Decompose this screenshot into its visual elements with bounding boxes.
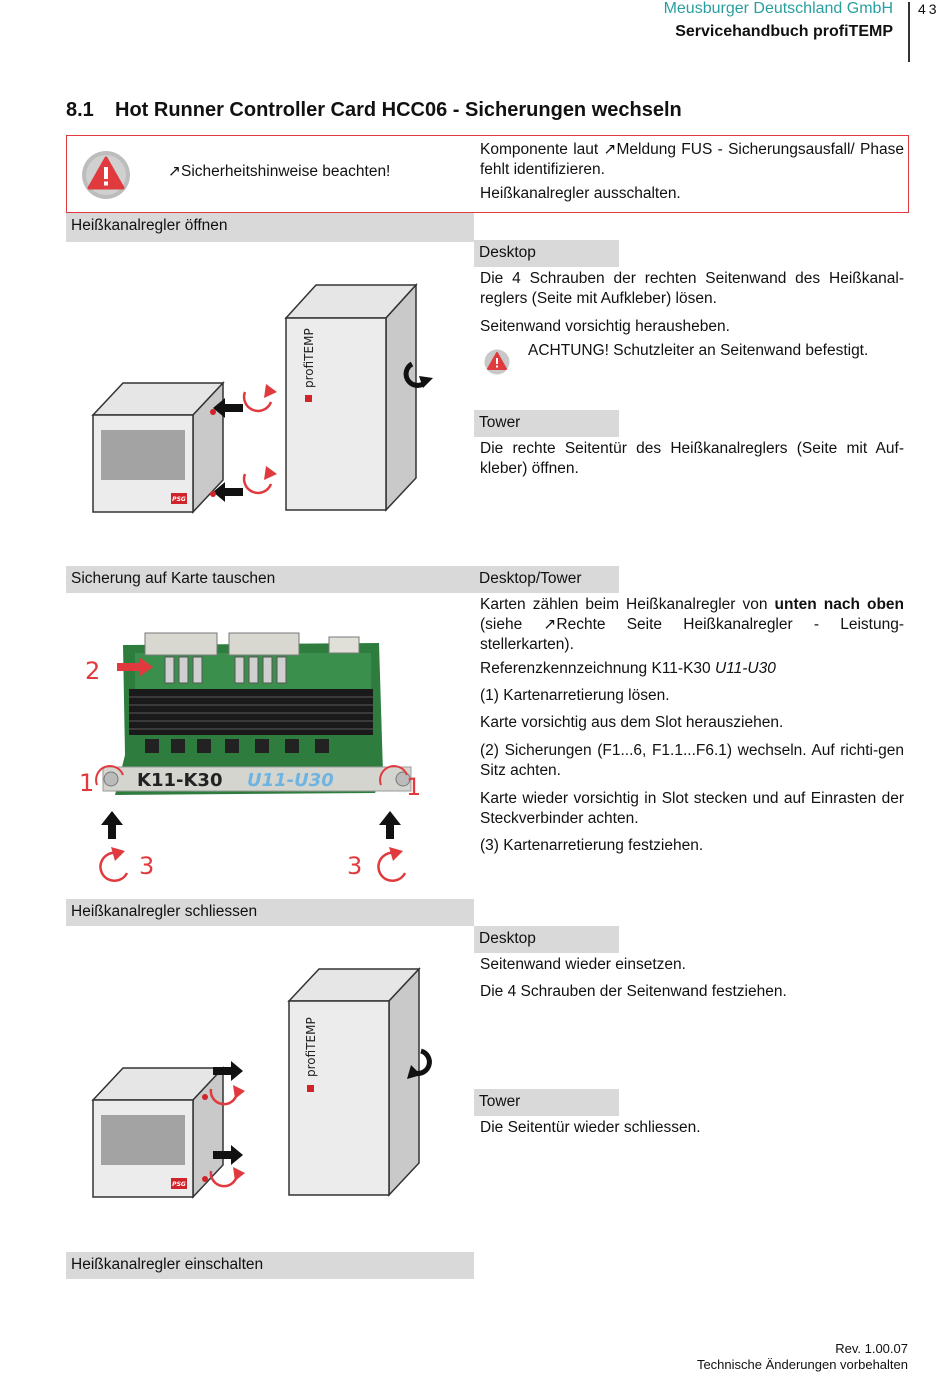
card-label-u: U11-U30: [247, 770, 334, 791]
close-desktop-label: Desktop: [474, 926, 619, 953]
manual-title: Servicehandbuch profiTEMP: [675, 23, 893, 40]
close-controller-illustration: [85, 965, 445, 1200]
section-number: 8.1: [66, 99, 94, 121]
swap-label: Desktop/Tower: [474, 566, 619, 593]
section-title: [66, 99, 682, 122]
open-tower-label: Tower: [474, 410, 619, 437]
open-tower-step-1: Die rechte Seitentür des Heißkanalreglers (Seite mit Auf-kleber) öffnen.: [480, 440, 904, 477]
swap-step-3: (1) Kartenarretierung lösen.: [480, 687, 670, 704]
open-desktop-label: Desktop: [474, 240, 619, 267]
footer-revision: Rev. 1.00.07: [835, 1341, 908, 1356]
card-illustration: [75, 625, 435, 887]
callout-2: 2: [85, 657, 101, 685]
swap-step-5: (2) Sicherungen (F1...6, F1.1...F6.1) wechseln. Auf richti-gen Sitz achten.: [480, 742, 904, 779]
company-name: Meusburger Deutschland GmbH: [663, 0, 893, 17]
open-desktop-step-2: Seitenwand vorsichtig herausheben.: [480, 318, 730, 335]
swap-step-4: Karte vorsichtig aus dem Slot herausziehen.: [480, 714, 784, 731]
open-desktop-step-1: Die 4 Schrauben der rechten Seitenwand des Heißkanal-reglers (Seite mit Aufkleber) lösen.: [480, 270, 904, 307]
swap-step-1-a: Karten zählen beim Heißkanalregler von: [480, 596, 775, 613]
swap-step-6: Karte wieder vorsichtig in Slot stecken und auf Einrasten der Steckverbinder achten.: [480, 790, 904, 827]
swap-step-2-italic: U11-U30: [714, 660, 776, 677]
callout-1-right: 1: [406, 773, 422, 801]
swap-step-7: (3) Kartenarretierung festziehen.: [480, 837, 704, 854]
poweron-heading: Heißkanalregler einschalten: [66, 1252, 474, 1279]
swap-step-1: [480, 595, 904, 655]
swap-step-2: [480, 659, 776, 679]
warning-icon: [81, 150, 131, 200]
psg-logo-text-2: PSG: [172, 1181, 186, 1188]
close-heading: Heißkanalregler schliessen: [66, 899, 474, 926]
safety-step-1: Komponente laut ↗Meldung FUS - Sicherungsausfall/ Phase fehlt identifizieren.: [480, 141, 904, 178]
open-heading: Heißkanalregler öffnen: [66, 213, 474, 242]
card-label-k: K11-K30: [137, 770, 223, 791]
section-heading: Hot Runner Controller Card HCC06 - Sicherungen wechseln: [115, 99, 682, 121]
callout-3-right: 3: [347, 852, 363, 880]
swap-heading: Sicherung auf Karte tauschen: [66, 566, 474, 593]
swap-step-2-a: Referenzkennzeichnung K11-K30: [480, 660, 715, 677]
safety-link[interactable]: ↗Sicherheitshinweise beachten!: [168, 163, 391, 180]
small-warning-icon: [484, 349, 510, 375]
psg-logo-text: PSG: [172, 496, 186, 503]
open-controller-illustration: [85, 280, 445, 515]
close-desktop-step-2: Die 4 Schrauben der Seitenwand festziehen.: [480, 983, 787, 1000]
safety-step-2: Heißkanalregler ausschalten.: [480, 185, 681, 202]
callout-3-left: 3: [139, 852, 155, 880]
page-number: 43: [918, 1, 940, 17]
open-warning-text: ACHTUNG! Schutzleiter an Seitenwand befestigt.: [528, 342, 869, 359]
header-divider: [908, 2, 910, 62]
close-tower-step-1: Die Seitentür wieder schliessen.: [480, 1119, 701, 1136]
profitemp-brand-text-2: profiTEMP: [304, 1017, 318, 1077]
footer-note: Technische Änderungen vorbehalten: [696, 1357, 908, 1372]
swap-step-1-b: (siehe ↗Rechte Seite Heißkanalregler - Leistung-stellerkarten).: [480, 616, 904, 653]
profitemp-brand-text: profiTEMP: [302, 328, 316, 388]
callout-1-left: 1: [79, 769, 95, 797]
close-tower-label: Tower: [474, 1089, 619, 1116]
close-desktop-step-1: Seitenwand wieder einsetzen.: [480, 956, 686, 973]
swap-step-1-bold: unten nach oben: [774, 596, 904, 613]
